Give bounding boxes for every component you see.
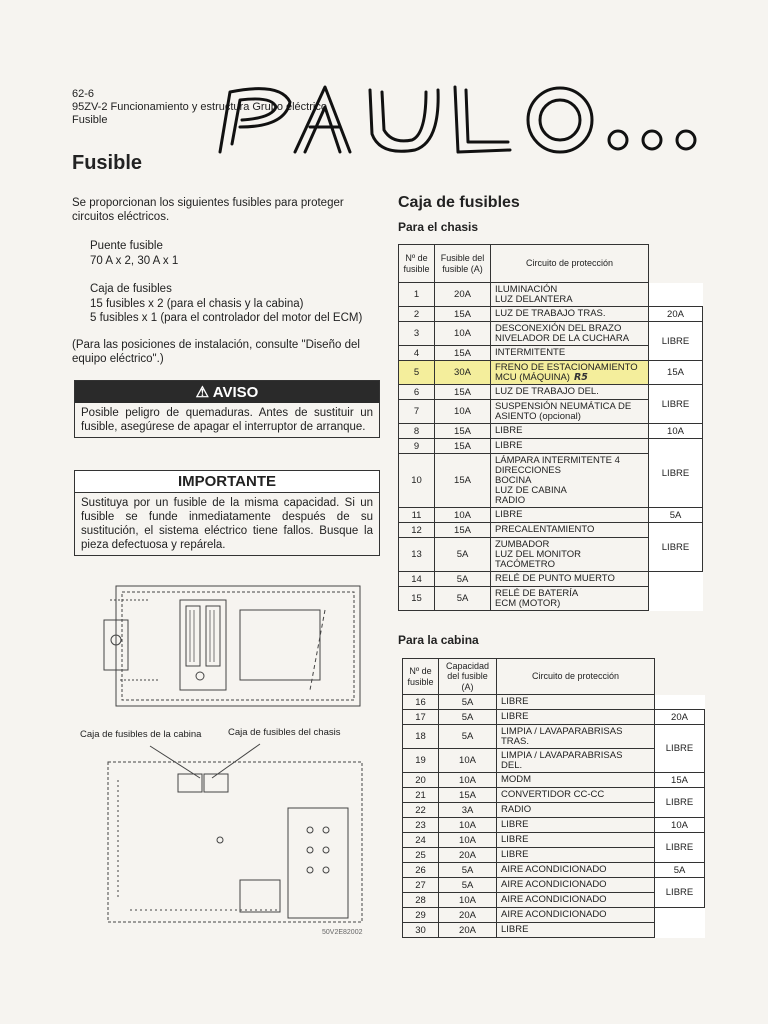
fuse-amperage: 10A xyxy=(435,322,491,346)
fuse-number: 18 xyxy=(403,725,439,749)
fuse-amperage: 30A xyxy=(435,361,491,385)
fuse-number: 28 xyxy=(403,893,439,908)
side-note xyxy=(655,695,705,710)
fuse-circuit: AIRE ACONDICIONADO xyxy=(497,893,655,908)
fuse-circuit: ILUMINACIÓN LUZ DELANTERA xyxy=(491,283,649,307)
chasis-subtitle: Para el chasis xyxy=(398,220,479,234)
fuse-number: 17 xyxy=(403,710,439,725)
side-note xyxy=(655,908,705,923)
fuse-row xyxy=(399,307,703,322)
fuse-number: 9 xyxy=(399,439,435,454)
handwritten-paulo-logo xyxy=(200,72,720,162)
fuse-number: 8 xyxy=(399,424,435,439)
fuse-circuit: LIBRE xyxy=(491,439,649,454)
side-note: LIBRE xyxy=(649,439,703,508)
fuse-circuit: ZUMBADOR LUZ DEL MONITOR TACÓMETRO xyxy=(491,538,649,572)
fuse-circuit: INTERMITENTE xyxy=(491,346,649,361)
fuse-row xyxy=(403,788,705,803)
side-note xyxy=(655,923,705,938)
fuse-number: 14 xyxy=(399,572,435,587)
fuse-amperage: 15A xyxy=(435,385,491,400)
fuse-number: 5 xyxy=(399,361,435,385)
fuse-amperage: 20A xyxy=(439,908,497,923)
side-note: LIBRE xyxy=(655,833,705,863)
intro-text: Se proporcionan los siguientes fusibles para proteger circuitos eléctricos. xyxy=(72,197,344,223)
caja-fusibles-block: Caja de fusibles 15 fusibles x 2 (para el chasis y la cabina) 5 fusibles x 1 (para el controlador del motor del ECM) xyxy=(90,283,363,324)
fuse-circuit: LIBRE xyxy=(497,695,655,710)
fuse-number: 26 xyxy=(403,863,439,878)
aviso-title: AVISO xyxy=(212,384,259,401)
fuse-number: 1 xyxy=(399,283,435,307)
fuse-amperage: 5A xyxy=(439,725,497,749)
fuse-row xyxy=(399,523,703,538)
fuse-number: 27 xyxy=(403,878,439,893)
fuse-number: 24 xyxy=(403,833,439,848)
installation-note: (Para las posiciones de instalación, consulte "Diseño del equipo eléctrico".) xyxy=(72,339,360,365)
model-line: 95ZV-2 Funcionamiento y estructura Grupo eléctrico xyxy=(72,101,327,113)
fuse-circuit: LIBRE xyxy=(497,710,655,725)
page-title: Fusible xyxy=(72,152,143,174)
fuse-circuit: LIBRE xyxy=(497,833,655,848)
side-note: LIBRE xyxy=(655,725,705,773)
fuse-circuit: DESCONEXIÓN DEL BRAZO NIVELADOR DE LA CUCHARA xyxy=(491,322,649,346)
caja-fusibles-title: Caja de fusibles xyxy=(398,194,520,211)
col-header-capacidad: Fusible del fusible (A) xyxy=(435,245,491,283)
fuse-row xyxy=(403,908,705,923)
importante-title: IMPORTANTE xyxy=(75,471,379,493)
fuse-amperage: 10A xyxy=(435,508,491,523)
fuse-number: 19 xyxy=(403,749,439,773)
fuse-number: 4 xyxy=(399,346,435,361)
fuse-amperage: 15A xyxy=(435,346,491,361)
aviso-box xyxy=(74,380,380,438)
side-note: LIBRE xyxy=(649,385,703,424)
fuse-circuit: RADIO xyxy=(497,803,655,818)
fuse-row xyxy=(399,322,703,346)
fuse-amperage: 5A xyxy=(435,572,491,587)
fuse-amperage: 15A xyxy=(435,307,491,322)
side-note: 20A xyxy=(655,710,705,725)
fuse-row xyxy=(403,695,705,710)
chasis-fuse-table xyxy=(398,244,703,611)
fuse-row xyxy=(403,878,705,893)
fuse-circuit: FRENO DE ESTACIONAMIENTO MCU (MÁQUINA) R5 xyxy=(491,361,649,385)
fuse-circuit: PRECALENTAMIENTO xyxy=(491,523,649,538)
aviso-text: Posible peligro de quemaduras. Antes de sustituir un fusible, asegúrese de apagar el interruptor de arranque. xyxy=(81,407,373,433)
fuse-amperage: 5A xyxy=(439,695,497,710)
fuse-amperage: 15A xyxy=(439,788,497,803)
fuse-number: 29 xyxy=(403,908,439,923)
fuse-amperage: 10A xyxy=(439,833,497,848)
fuse-amperage: 10A xyxy=(439,818,497,833)
fuse-circuit: SUSPENSIÓN NEUMÁTICA DE ASIENTO (opcional) xyxy=(491,400,649,424)
puente-fusible-block: Puente fusible 70 A x 2, 30 A x 1 xyxy=(90,240,179,267)
fuse-number: 7 xyxy=(399,400,435,424)
side-note: LIBRE xyxy=(655,788,705,818)
fuse-number: 2 xyxy=(399,307,435,322)
fuse-number: 3 xyxy=(399,322,435,346)
importante-text: Sustituya por un fusible de la misma capacidad. Si un fusible se funde inmediatamente después de su sustitución, el sistema eléctrico tiene fallos. Busque la pieza defectuosa y repárela. xyxy=(81,497,373,551)
fuse-row xyxy=(403,863,705,878)
side-note: 10A xyxy=(649,424,703,439)
handwriting-text: PAULO... xyxy=(200,72,205,73)
fuse-row xyxy=(399,424,703,439)
cabin-fusebox-diagram xyxy=(100,740,370,930)
fuse-circuit: LIMPIA / LAVAPARABRISAS TRAS. xyxy=(497,725,655,749)
aviso-header xyxy=(75,381,379,403)
fuse-number: 15 xyxy=(399,587,435,611)
fuse-amperage: 5A xyxy=(439,878,497,893)
chassis-fusebox-diagram xyxy=(100,580,366,714)
page-number: 62-6 xyxy=(72,88,95,100)
fuse-amperage: 20A xyxy=(439,848,497,863)
fuse-row xyxy=(403,773,705,788)
side-note: 15A xyxy=(655,773,705,788)
fuse-row xyxy=(399,587,703,611)
fuse-number: 23 xyxy=(403,818,439,833)
fuse-row xyxy=(399,385,703,400)
fuse-number: 6 xyxy=(399,385,435,400)
fuse-row xyxy=(399,361,703,385)
side-note xyxy=(649,283,703,307)
fuse-number: 30 xyxy=(403,923,439,938)
fuse-amperage: 20A xyxy=(439,923,497,938)
fuse-number: 25 xyxy=(403,848,439,863)
fuse-circuit: AIRE ACONDICIONADO xyxy=(497,908,655,923)
fuse-amperage: 20A xyxy=(435,283,491,307)
fuse-circuit: LIMPIA / LAVAPARABRISAS DEL. xyxy=(497,749,655,773)
col-header-circuito: Circuito de protección xyxy=(497,659,655,695)
fuse-circuit: LÁMPARA INTERMITENTE 4 DIRECCIONES BOCINA LUZ DE CABINA RADIO xyxy=(491,454,649,508)
fuse-circuit: LIBRE xyxy=(497,923,655,938)
fuse-circuit: AIRE ACONDICIONADO xyxy=(497,878,655,893)
fuse-circuit: LUZ DE TRABAJO TRAS. xyxy=(491,307,649,322)
fuse-circuit: CONVERTIDOR CC-CC xyxy=(497,788,655,803)
label-caja-cabina: Caja de fusibles de la cabina xyxy=(80,729,202,740)
fuse-amperage: 15A xyxy=(435,523,491,538)
handwritten-annotation: R5 xyxy=(573,371,588,383)
side-note: 5A xyxy=(649,508,703,523)
cabina-subtitle: Para la cabina xyxy=(398,633,479,647)
col-header-circuito: Circuito de protección xyxy=(491,245,649,283)
fuse-number: 16 xyxy=(403,695,439,710)
fuse-number: 12 xyxy=(399,523,435,538)
side-note: 5A xyxy=(655,863,705,878)
fuse-circuit: LUZ DE TRABAJO DEL. xyxy=(491,385,649,400)
fuse-amperage: 15A xyxy=(435,454,491,508)
side-note: 10A xyxy=(655,818,705,833)
fuse-row xyxy=(399,572,703,587)
col-header-numero: Nº de fusible xyxy=(399,245,435,283)
side-note: 15A xyxy=(649,361,703,385)
cabina-fuse-table xyxy=(402,658,705,938)
fuse-number: 11 xyxy=(399,508,435,523)
side-note: 20A xyxy=(649,307,703,322)
fuse-amperage: 15A xyxy=(435,424,491,439)
fuse-row xyxy=(399,283,703,307)
fuse-amperage: 10A xyxy=(439,773,497,788)
fuse-circuit: RELÉ DE BATERÍA ECM (MOTOR) xyxy=(491,587,649,611)
fuse-number: 21 xyxy=(403,788,439,803)
side-note: LIBRE xyxy=(649,322,703,361)
fuse-circuit: MODM xyxy=(497,773,655,788)
side-note xyxy=(649,587,703,611)
fuse-circuit: LIBRE xyxy=(491,424,649,439)
importante-box xyxy=(74,470,380,556)
fuse-amperage: 10A xyxy=(439,893,497,908)
fuse-circuit: AIRE ACONDICIONADO xyxy=(497,863,655,878)
fuse-amperage: 10A xyxy=(439,749,497,773)
fuse-amperage: 15A xyxy=(435,439,491,454)
fuse-circuit: RELÉ DE PUNTO MUERTO xyxy=(491,572,649,587)
fuse-row xyxy=(399,439,703,454)
section-name: Fusible xyxy=(72,114,108,126)
col-header-numero: Nº de fusible xyxy=(403,659,439,695)
side-note: LIBRE xyxy=(655,878,705,908)
fuse-circuit: LIBRE xyxy=(491,508,649,523)
fuse-amperage: 5A xyxy=(439,863,497,878)
fuse-row xyxy=(403,833,705,848)
fuse-row xyxy=(403,710,705,725)
diagram-code: 50V2E82002 xyxy=(322,929,363,936)
fuse-circuit: LIBRE xyxy=(497,848,655,863)
fuse-amperage: 5A xyxy=(435,538,491,572)
warning-triangle-icon: ⚠ xyxy=(195,384,210,401)
fuse-row xyxy=(403,725,705,749)
fuse-row xyxy=(403,923,705,938)
fuse-circuit: LIBRE xyxy=(497,818,655,833)
fuse-number: 13 xyxy=(399,538,435,572)
fuse-amperage: 5A xyxy=(439,710,497,725)
side-note xyxy=(649,572,703,587)
fuse-amperage: 3A xyxy=(439,803,497,818)
fuse-amperage: 10A xyxy=(435,400,491,424)
side-note: LIBRE xyxy=(649,523,703,572)
fuse-amperage: 5A xyxy=(435,587,491,611)
label-caja-chasis: Caja de fusibles del chasis xyxy=(228,727,341,738)
fuse-number: 10 xyxy=(399,454,435,508)
fuse-number: 20 xyxy=(403,773,439,788)
col-header-capacidad: Capacidad del fusible (A) xyxy=(439,659,497,695)
fuse-row xyxy=(403,818,705,833)
fuse-number: 22 xyxy=(403,803,439,818)
fuse-row xyxy=(399,508,703,523)
